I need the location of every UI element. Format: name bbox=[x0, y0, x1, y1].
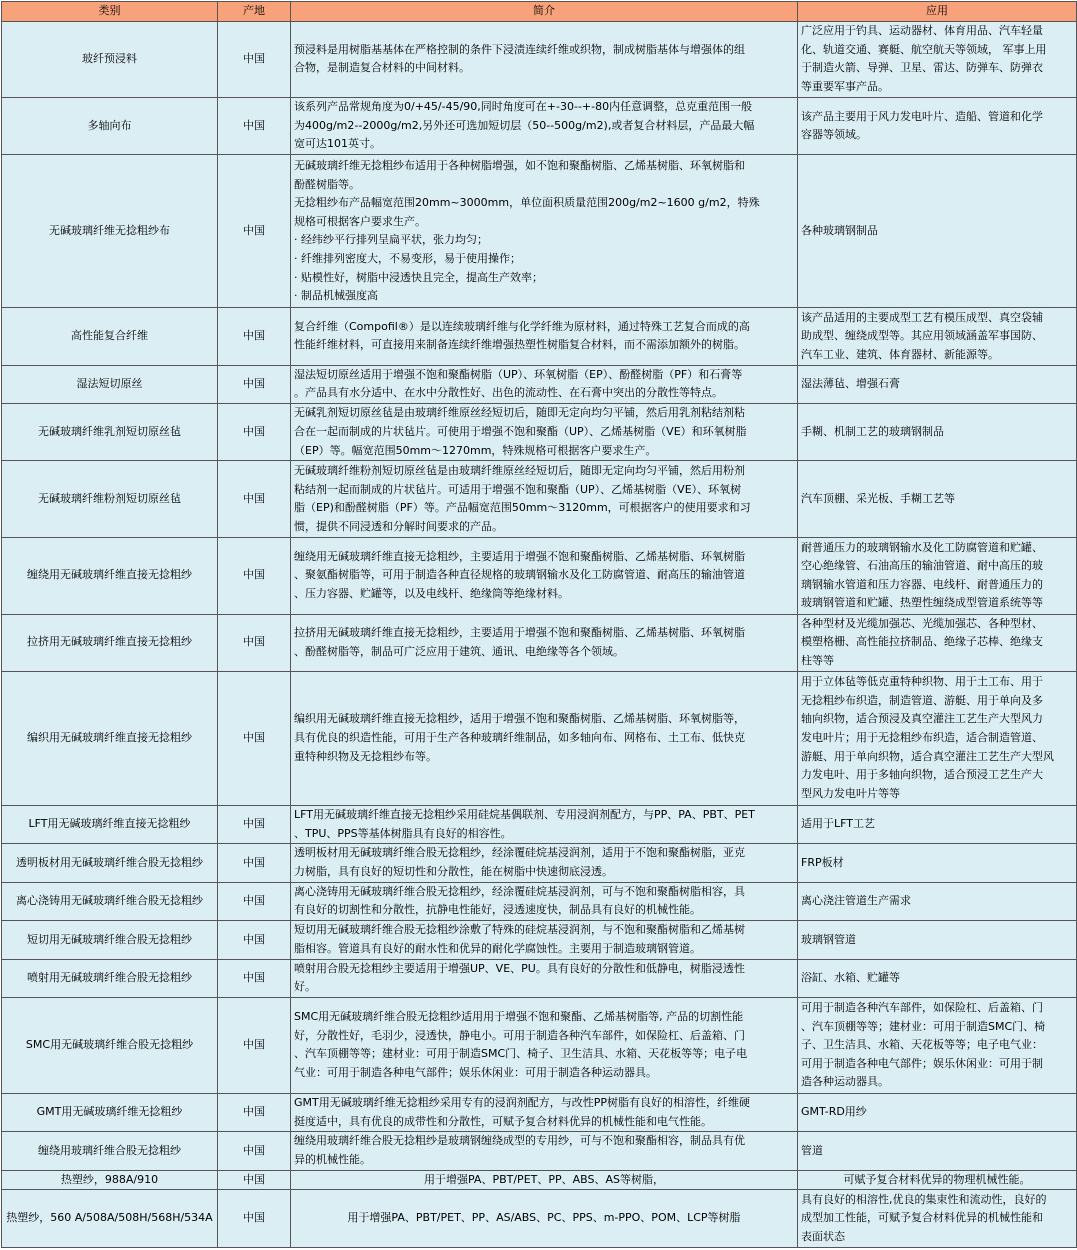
cell-description bbox=[291, 921, 798, 959]
cell-origin: 中国 bbox=[218, 614, 291, 671]
description-line: 用于增强PA、PBT/PET、PP、ABS、AS等树脂， bbox=[424, 1172, 664, 1186]
cell-application bbox=[798, 537, 1077, 614]
description-line: 无碱玻璃纤维无捻粗纱布适用于各种树脂增强，如不饱和聚酯树脂、乙烯基树脂、环氧树脂和 bbox=[294, 158, 745, 172]
application-line: 游艇、用于单向织物，适合真空灌注工艺生产大型风 bbox=[801, 749, 1054, 763]
table-row bbox=[2, 614, 1077, 671]
cell-origin: 中国 bbox=[218, 537, 291, 614]
description-line: 挺度适中，具有优良的成带性和分散性，可赋予复合材料优异的机械性能和电气性能。 bbox=[294, 1114, 712, 1128]
description-line: 好。 bbox=[294, 980, 316, 994]
description-line: · 贴模性好，树脂中浸透快且完全，提高生产效率； bbox=[294, 270, 543, 284]
application-line: 轴向织物，适合预浸及真空灌注工艺生产大型风力 bbox=[801, 712, 1043, 726]
table-row bbox=[2, 805, 1077, 843]
cell-application bbox=[798, 882, 1077, 920]
header-application: 应用 bbox=[798, 2, 1077, 22]
application-line: 力发电叶、用于多轴向织物，适合预浸工艺生产大 bbox=[801, 768, 1043, 782]
cell-origin: 中国 bbox=[218, 308, 291, 365]
description-line: GMT用无碱玻璃纤维无捻粗纱采用专有的浸润剂配方，与改性PP树脂有良好的相溶性，纤维硬 bbox=[294, 1095, 750, 1109]
cell-application bbox=[798, 365, 1077, 403]
application-line: 造各种运动器具。 bbox=[801, 1075, 889, 1089]
cell-description bbox=[291, 155, 798, 308]
cell-application bbox=[798, 308, 1077, 365]
application-line: 成型加工性能，可赋予复合材料优异的机械性能和 bbox=[801, 1211, 1043, 1225]
cell-application bbox=[798, 404, 1077, 461]
cell-description bbox=[291, 1170, 798, 1190]
application-line: 广泛应用于钓具、运动器材、体育用品、汽车轻量 bbox=[801, 24, 1043, 38]
cell-origin: 中国 bbox=[218, 461, 291, 538]
description-line: 惯，提供不同浸透和分解时间要求的产品。 bbox=[294, 519, 503, 533]
cell-application bbox=[798, 805, 1077, 843]
cell-origin: 中国 bbox=[218, 1170, 291, 1190]
cell-category: 多轴向布 bbox=[2, 97, 218, 154]
cell-application bbox=[798, 1170, 1077, 1190]
cell-category: 编织用无碱玻璃纤维直接无捻粗纱 bbox=[2, 671, 218, 805]
description-line: （EP）等。幅宽范围50mm～1270mm，特殊规格可根据客户要求生产。 bbox=[294, 443, 657, 457]
table-row bbox=[2, 844, 1077, 882]
cell-application bbox=[798, 921, 1077, 959]
application-line: 可赋予复合材料优异的物理机械性能。 bbox=[843, 1172, 1031, 1186]
description-line: 无碱玻璃纤维粉剂短切原丝毡是由玻璃纤维原丝经短切后，随即无定向均匀平铺，然后用粉剂 bbox=[294, 464, 745, 478]
application-line: 等重要军事产品。 bbox=[801, 80, 889, 94]
description-line: 编织用无碱玻璃纤维直接无捻粗纱，适用于增强不饱和聚酯树脂、乙烯基树脂、环氧树脂等， bbox=[294, 712, 745, 726]
application-line: 该产品适用的主要成型工艺有模压成型、真空袋辅 bbox=[801, 310, 1043, 324]
table-row bbox=[2, 22, 1077, 98]
description-line: 、聚氨酯树脂等，可用于制造各种直径规格的玻璃钢输水及化工防腐管道、耐高压的输油管道 bbox=[294, 568, 745, 582]
description-line: 规格可根据客户要求生产。 bbox=[294, 214, 426, 228]
cell-description bbox=[291, 365, 798, 403]
description-line: 喷射用合股无捻粗纱主要适用于增强UP、VE、PU。具有良好的分散性和低静电，树脂浸透性 bbox=[294, 961, 745, 975]
description-line: 缠绕用无碱玻璃纤维直接无捻粗纱，主要适用于增强不饱和聚酯树脂、乙烯基树脂、环氧树脂 bbox=[294, 549, 745, 563]
application-line: 空心绝缘管、石油高压的输油管道、耐中高压的玻 bbox=[801, 559, 1043, 573]
table-row bbox=[2, 921, 1077, 959]
cell-description bbox=[291, 614, 798, 671]
cell-category: 玻纤预浸料 bbox=[2, 22, 218, 98]
application-line: 浴缸、水箱、贮罐等 bbox=[801, 971, 900, 985]
cell-category: 离心浇铸用无碱玻璃纤维合股无捻粗纱 bbox=[2, 882, 218, 920]
application-line: 各种型材及光缆加强芯、光缆加强芯、各种型材、 bbox=[801, 616, 1043, 630]
description-line: · 经纬纱平行排列呈扁平状，张力均匀； bbox=[294, 233, 488, 247]
application-line: 离心浇注管道生产需求 bbox=[801, 894, 911, 908]
cell-category: 湿法短切原丝 bbox=[2, 365, 218, 403]
description-line: 缠绕用玻璃纤维合股无捻粗纱是玻璃钢缠绕成型的专用纱，可与不饱和聚酯相容，制品具有优 bbox=[294, 1134, 745, 1148]
application-line: GMT-RD用纱 bbox=[801, 1105, 867, 1119]
description-line: 有良好的切割性和分散性，抗静电性能好，浸透速度快，制品具有良好的机械性能。 bbox=[294, 903, 701, 917]
application-line: 玻璃钢管道和贮罐、热塑性缠绕成型管道系统等等 bbox=[801, 596, 1043, 610]
description-line: LFT用无碱玻璃纤维直接无捻粗纱采用硅烷基偶联剂、专用浸润剂配方，与PP、PA、PBT、PET bbox=[294, 807, 755, 821]
cell-application bbox=[798, 97, 1077, 154]
description-line: 透明板材用无碱玻璃纤维合股无捻粗纱，经涂覆硅烷基浸润剂，适用于不饱和聚酯树脂，亚克 bbox=[294, 846, 745, 860]
cell-application bbox=[798, 461, 1077, 538]
cell-origin: 中国 bbox=[218, 22, 291, 98]
table-row bbox=[2, 537, 1077, 614]
table-header-row bbox=[2, 2, 1077, 22]
cell-origin: 中国 bbox=[218, 671, 291, 805]
application-line: 化、轨道交通、赛艇、航空航天等领域， 军事上用 bbox=[801, 42, 1047, 56]
description-line: 预浸料是用树脂基基体在严格控制的条件下浸渍连续纤维或织物，制成树脂基体与增强体的组 bbox=[294, 42, 745, 56]
application-line: 耐普通压力的玻璃钢输水及化工防腐管道和贮罐、 bbox=[801, 540, 1043, 554]
cell-category: 缠绕用无碱玻璃纤维直接无捻粗纱 bbox=[2, 537, 218, 614]
cell-description bbox=[291, 461, 798, 538]
table-row bbox=[2, 882, 1077, 920]
table-row bbox=[2, 998, 1077, 1094]
application-line: 具有良好的相溶性,优良的集束性和流动性，良好的 bbox=[801, 1192, 1047, 1206]
description-line: 短切用无碱玻璃纤维合股无捻粗纱涂敷了特殊的硅烷基浸润剂，与不饱和聚酯树脂和乙烯基树 bbox=[294, 923, 745, 937]
application-line: 汽车工业、建筑、体育器材、新能源等。 bbox=[801, 347, 999, 361]
application-line: FRP板材 bbox=[801, 855, 844, 869]
description-line: 脂（EP)和酚醛树脂（PF）等。产品幅宽范围50mm～3120mm，可根据客户的使用要求和习 bbox=[294, 501, 751, 515]
cell-description bbox=[291, 308, 798, 365]
application-line: 玻璃钢管道 bbox=[801, 932, 856, 946]
application-line: 助成型、缠绕成型等。其应用领域涵盖军事国防、 bbox=[801, 329, 1043, 343]
product-table bbox=[1, 1, 1077, 1248]
cell-application bbox=[798, 614, 1077, 671]
cell-origin: 中国 bbox=[218, 959, 291, 997]
application-line: 用于立体毡等低克重特种织物、用于土工布、用于 bbox=[801, 675, 1043, 689]
cell-application bbox=[798, 959, 1077, 997]
table-row bbox=[2, 1170, 1077, 1190]
cell-description bbox=[291, 404, 798, 461]
description-line: 重特种织物及无捻粗纱布等。 bbox=[294, 749, 437, 763]
cell-category: 无碱玻璃纤维无捻粗纱布 bbox=[2, 155, 218, 308]
description-line: · 纤维排列密度大，不易变形，易于使用操作； bbox=[294, 251, 521, 265]
application-line: 可用于制造各种电气部件；娱乐休闲业：可用于制 bbox=[801, 1056, 1043, 1070]
table-row bbox=[2, 308, 1077, 365]
table-row bbox=[2, 365, 1077, 403]
table-row bbox=[2, 671, 1077, 805]
table-body bbox=[2, 22, 1077, 1248]
cell-category: SMC用无碱玻璃纤维合股无捻粗纱 bbox=[2, 998, 218, 1094]
description-line: 、汽车顶棚等等；建材业：可用于制造SMC门、椅子、卫生洁具、水箱、天花板等等；电子电 bbox=[294, 1047, 748, 1061]
cell-description bbox=[291, 844, 798, 882]
table-row bbox=[2, 155, 1077, 308]
cell-description bbox=[291, 959, 798, 997]
cell-application bbox=[798, 22, 1077, 98]
cell-category: 缠绕用玻璃纤维合股无捻粗纱 bbox=[2, 1132, 218, 1170]
header-origin: 产地 bbox=[218, 2, 291, 22]
cell-application bbox=[798, 1190, 1077, 1248]
cell-application bbox=[798, 998, 1077, 1094]
table-row bbox=[2, 1190, 1077, 1248]
application-line: 湿法薄毡、增强石膏 bbox=[801, 377, 900, 390]
application-line: 柱等等 bbox=[801, 654, 834, 667]
cell-category: 短切用无碱玻璃纤维合股无捻粗纱 bbox=[2, 921, 218, 959]
application-line: 模塑格栅、高性能拉挤制品、绝缘子芯棒、绝缘支 bbox=[801, 635, 1043, 649]
cell-origin: 中国 bbox=[218, 882, 291, 920]
table-row bbox=[2, 1132, 1077, 1170]
description-line: 具有优良的织造性能，可用于生产各种玻璃纤维制品，如多轴向布、网格布、土工布、低快克 bbox=[294, 731, 745, 745]
description-line: 无捻粗纱布产品幅宽范围20mm~3000mm，单位面积质量范围200g/m2~1600 g/m2，特殊 bbox=[294, 196, 760, 210]
table-row bbox=[2, 404, 1077, 461]
cell-origin: 中国 bbox=[218, 404, 291, 461]
cell-category: 透明板材用无碱玻璃纤维合股无捻粗纱 bbox=[2, 844, 218, 882]
cell-category: 热塑纱，988A/910 bbox=[2, 1170, 218, 1190]
cell-application bbox=[798, 671, 1077, 805]
description-line: 异的机械性能。 bbox=[294, 1152, 371, 1166]
cell-category: LFT用无碱玻璃纤维直接无捻粗纱 bbox=[2, 805, 218, 843]
description-line: 脂相容。管道具有良好的耐水性和优异的耐化学腐蚀性。主要用于制造玻璃钢管道。 bbox=[294, 941, 701, 955]
cell-category: 高性能复合纤维 bbox=[2, 308, 218, 365]
application-line: 发电叶片；用于无捻粗纱布织造，适合制造管道、 bbox=[801, 731, 1043, 745]
cell-description bbox=[291, 882, 798, 920]
cell-origin: 中国 bbox=[218, 998, 291, 1094]
cell-description bbox=[291, 998, 798, 1094]
header-description: 简介 bbox=[291, 2, 798, 22]
cell-description bbox=[291, 671, 798, 805]
description-line: 合在一起而制成的片状毡片。可使用于增强不饱和聚酯（UP）、乙烯基树脂（VE）和环氧树脂 bbox=[294, 424, 747, 438]
cell-category: 无碱玻璃纤维粉剂短切原丝毡 bbox=[2, 461, 218, 538]
cell-origin: 中国 bbox=[218, 97, 291, 154]
cell-application bbox=[798, 1093, 1077, 1131]
cell-application bbox=[798, 1132, 1077, 1170]
table-row bbox=[2, 1093, 1077, 1131]
cell-category: 拉挤用无碱玻璃纤维直接无捻粗纱 bbox=[2, 614, 218, 671]
cell-origin: 中国 bbox=[218, 844, 291, 882]
application-line: 子、卫生洁具、水箱、天花板等等；电子电气业： bbox=[801, 1038, 1043, 1052]
description-line: 复合纤维（Compofil®）是以连续玻璃纤维与化学纤维为原材料，通过特殊工艺复合而成的高 bbox=[294, 319, 750, 333]
cell-description bbox=[291, 805, 798, 843]
description-line: 好，分散性好，毛羽少，浸透快，静电小。可用于制造各种汽车部件，如保险杠、后盖箱、门 bbox=[294, 1028, 745, 1042]
cell-origin: 中国 bbox=[218, 365, 291, 403]
cell-application bbox=[798, 844, 1077, 882]
cell-origin: 中国 bbox=[218, 155, 291, 308]
application-line: 于制造火箭、导弹、卫星、雷达、防弹车、防弹衣 bbox=[801, 61, 1043, 75]
description-line: 气业：可用于制造各种电气部件；娱乐休闲业：可用于制造各种运动器具。 bbox=[294, 1066, 657, 1080]
table-row bbox=[2, 461, 1077, 538]
description-line: 湿法短切原丝适用于增强不饱和聚酯树脂（UP）、环氧树脂（EP）、酚醛树脂（PF）和石膏等 bbox=[294, 367, 743, 381]
description-line: 、酚醛树脂等，制品可广泛应用于建筑、通讯、电绝缘等各个领域。 bbox=[294, 644, 624, 658]
cell-category: 喷射用无碱玻璃纤维合股无捻粗纱 bbox=[2, 959, 218, 997]
cell-description bbox=[291, 1132, 798, 1170]
description-line: 酚醛树脂等。 bbox=[294, 177, 360, 191]
application-line: 、汽车顶棚等等；建材业：可用于制造SMC门、椅 bbox=[801, 1019, 1046, 1033]
application-line: 容器等领域。 bbox=[801, 128, 867, 142]
description-line: 粘结剂一起而制成的片状毡片。可适用于增强不饱和聚酯（UP）、乙烯基树脂（VE）、环氧树 bbox=[294, 482, 742, 496]
cell-description bbox=[291, 537, 798, 614]
application-line: 表面状态 bbox=[801, 1230, 845, 1244]
cell-description bbox=[291, 22, 798, 98]
application-line: 各种玻璃钢制品 bbox=[801, 224, 878, 238]
description-line: 力树脂，具有良好的短切性和分散性，能在树脂中快速彻底浸透。 bbox=[294, 865, 613, 879]
description-line: 、TPU、PPS等基体树脂具有良好的相容性。 bbox=[294, 826, 512, 840]
application-line: 无捻粗纱布织造，制造管道、游艇、用于单向及多 bbox=[801, 693, 1043, 707]
description-line: 拉挤用无碱玻璃纤维直接无捻粗纱，主要适用于增强不饱和聚酯树脂、乙烯基树脂、环氧树脂 bbox=[294, 626, 745, 640]
application-line: 型风力发电叶片等等 bbox=[801, 786, 900, 800]
table-row bbox=[2, 97, 1077, 154]
cell-description bbox=[291, 1093, 798, 1131]
cell-category: 无碱玻璃纤维乳剂短切原丝毡 bbox=[2, 404, 218, 461]
cell-description bbox=[291, 1190, 798, 1248]
cell-description bbox=[291, 97, 798, 154]
application-line: 汽车顶棚、采光板、手糊工艺等 bbox=[801, 491, 955, 505]
cell-origin: 中国 bbox=[218, 1093, 291, 1131]
description-line: 宽可达101英寸。 bbox=[294, 137, 381, 151]
cell-application bbox=[798, 155, 1077, 308]
application-line: 管道 bbox=[801, 1143, 823, 1157]
description-line: 。产品具有水分适中、在水中分散性好、出色的流动性、在石膏中突出的分散性等特点。 bbox=[294, 386, 723, 400]
cell-origin: 中国 bbox=[218, 921, 291, 959]
description-line: 该系列产品常规角度为0/+45/-45/90,同时角度可在+-30--+-80内任意调整，总克重范围一般 bbox=[294, 100, 753, 114]
description-line: 为400g/m2--2000g/m2,另外还可选加短切层（50--500g/m2),或者复合材料层，产品最大幅 bbox=[294, 118, 755, 132]
cell-origin: 中国 bbox=[218, 1132, 291, 1170]
cell-category: GMT用无碱玻璃纤维无捻粗纱 bbox=[2, 1093, 218, 1131]
description-line: SMC用无碱玻璃纤维合股无捻粗纱适用用于增强不饱和聚酯、乙烯基树脂等, 产品的切割性能 bbox=[294, 1010, 744, 1024]
description-line: 用于增强PA、PBT/PET、PP、AS/ABS、PC、PPS、m-PPO、POM、LCP等树脂 bbox=[347, 1211, 741, 1225]
application-line: 该产品主要用于风力发电叶片、造船、管道和化学 bbox=[801, 109, 1043, 123]
application-line: 手糊、机制工艺的玻璃钢制品 bbox=[801, 424, 944, 438]
description-line: 合物，是制造复合材料的中间材料。 bbox=[294, 61, 470, 75]
table-row bbox=[2, 959, 1077, 997]
application-line: 可用于制造各种汽车部件，如保险杠、后盖箱、门 bbox=[801, 1000, 1043, 1014]
description-line: · 制品机械强度高 bbox=[294, 289, 378, 303]
cell-origin: 中国 bbox=[218, 1190, 291, 1248]
cell-category: 热塑纱，560 A/508A/508H/568H/534A bbox=[2, 1190, 218, 1248]
cell-origin: 中国 bbox=[218, 805, 291, 843]
description-line: 离心浇铸用无碱玻璃纤维合股无捻粗纱，经涂覆硅烷基浸润剂，可与不饱和聚酯树脂相容，具 bbox=[294, 884, 745, 898]
application-line: 璃钢输水管道和压力容器、电线杆、耐普通压力的 bbox=[801, 577, 1043, 591]
description-line: 性能纤维材料，可直接用来制备连续纤维增强热塑性树脂复合材料，而不需添加额外的树脂。 bbox=[294, 338, 745, 352]
application-line: 适用于LFT工艺 bbox=[801, 817, 875, 831]
description-line: 无碱乳剂短切原丝毡是由玻璃纤维原丝经短切后，随即无定向均匀平铺，然后用乳剂粘结剂粘 bbox=[294, 406, 745, 420]
description-line: 、压力容器、贮罐等，以及电线杆、绝缘筒等绝缘材料。 bbox=[294, 587, 569, 601]
header-category: 类别 bbox=[2, 2, 218, 22]
